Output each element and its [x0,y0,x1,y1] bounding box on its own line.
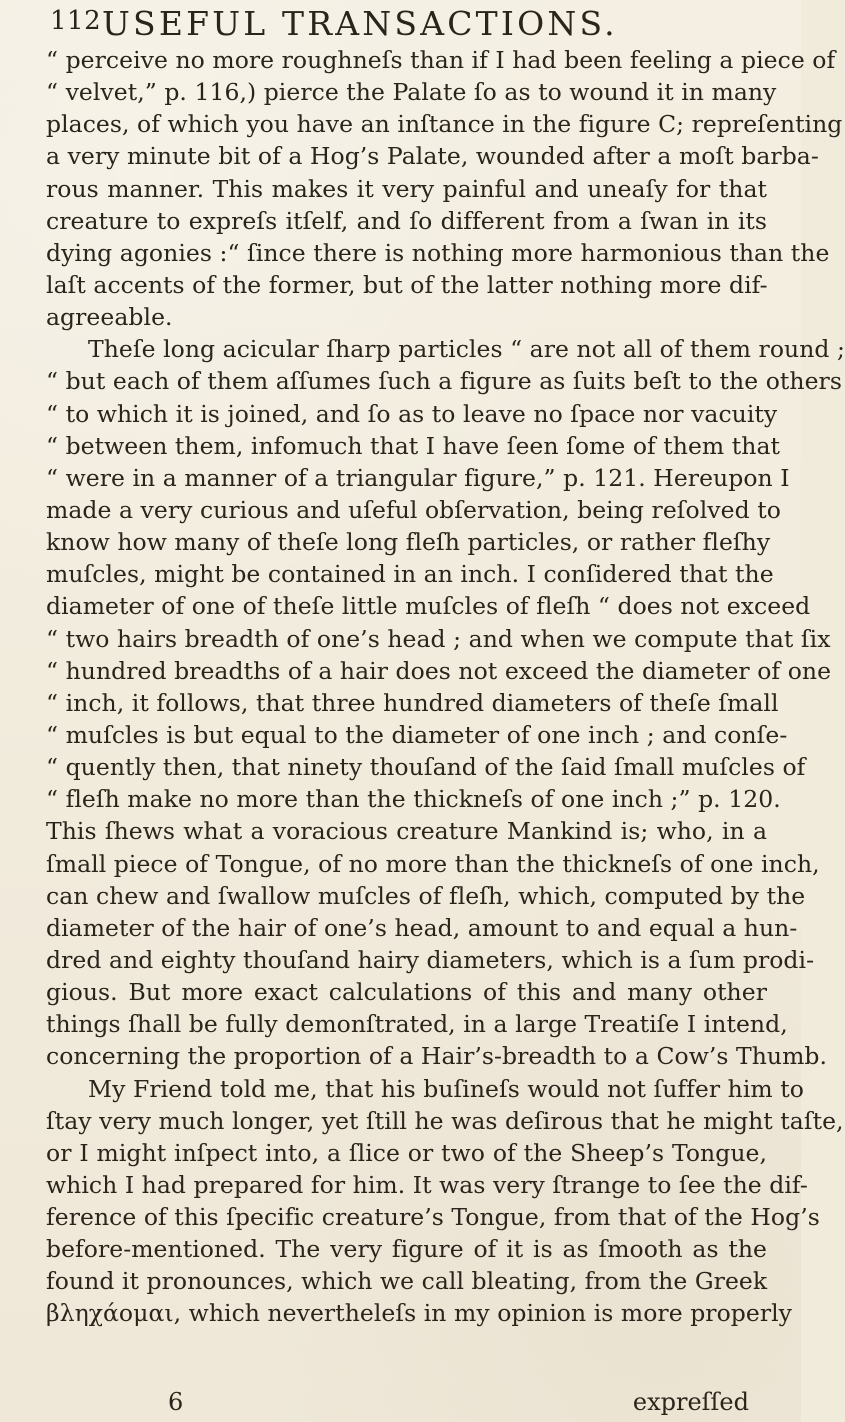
text-line: ſtay very much longer, yet ſtill he was deſirous that he might taſte, [46,1106,844,1135]
text-line: can chew and ſwallow muſcles of fleſh, which, computed by the [46,881,806,910]
text-line: My Friend told me, that his buſineſs would not ſuffer him to [88,1074,804,1103]
text-line: diameter of one of theſe little muſcles of fleſh “ does not exceed [46,592,811,621]
text-line: “ two hairs breadth of one’s head ; and when we compute that ſix [46,624,831,653]
text-line: before-mentioned. The very figure of it is as ſmooth as the [46,1235,767,1264]
text-line: muſcles, might be contained in an inch. I conſidered that the [46,560,774,589]
text-line: “ perceive no more roughneſs than if I had been feeling a piece of [46,46,836,74]
text-line: laſt accents of the former, but of the latter nothing more dif- [46,270,768,299]
text-line: dred and eighty thouſand hairy diameters, which is a ſum prodi- [46,945,815,974]
text-line: ſmall piece of Tongue, of no more than the thickneſs of one inch, [46,849,820,878]
text-line: concerning the proportion of a Hair’s-breadth to a Cow’s Thumb. [46,1042,828,1071]
text-line: This ſhews what a voracious creature Mankind is; who, in a [46,817,767,846]
text-line: ference of this ſpecific creature’s Tongue, from that of the Hog’s [46,1203,820,1232]
page-body [46,44,845,1330]
page-number: 112 [50,6,102,36]
text-line: “ between them, infomuch that I have ſeen ſome of them that [46,431,781,460]
page-footer [46,1388,767,1422]
text-line: dying agonies :“ ſince there is nothing more harmonious than the [46,238,830,267]
text-line: “ inch, it follows, that three hundred diameters of theſe ſmall [46,688,779,717]
text-line: “ quently then, that ninety thouſand of the ſaid ſmall muſcles of [46,753,806,782]
text-line: “ fleſh make no more than the thickneſs of one inch ;” p. 120. [46,785,781,814]
signature-mark: 6 [168,1388,184,1416]
catchword: expreſſed [632,1388,749,1416]
text-line: things ſhall be fully demonſtrated, in a large Treatiſe I intend, [46,1010,788,1039]
text-line: creature to expreſs itſelf, and ſo different from a ſwan in its [46,206,767,235]
text-line: diameter of the hair of one’s head, amount to and equal a hun- [46,913,798,942]
text-line: rous manner. This makes it very painful and uneaſy for that [46,174,767,203]
text-line: which I had prepared for him. It was very ſtrange to ſee the dif- [46,1170,808,1199]
text-line: “ to which it is joined, and ſo as to leave no ſpace nor vacuity [46,399,778,428]
text-line: Theſe long acicular ſharp particles “ are not all of them round ; [88,335,845,364]
text-line: “ velvet,” p. 116,) pierce the Palate ſo as to wound it in many [46,78,777,107]
text-line: βληχάομαι, which nevertheleſs in my opinion is more properly [46,1299,792,1328]
running-head: USEFUL TRANSACTIONS. [102,4,618,43]
text-line: “ but each of them aſſumes ſuch a figure as ſuits beſt to the others [46,367,842,396]
text-line: gious. But more exact calculations of this and many other [46,978,767,1007]
text-line: know how many of theſe long fleſh particles, or rather fleſhy [46,528,771,557]
text-line: made a very curious and uſeful obſervation, being reſolved to [46,495,781,524]
text-line: “ were in a manner of a triangular figure,” p. 121. Hereupon I [46,463,790,492]
text-line: “ hundred breadths of a hair does not exceed the diameter of one [46,656,832,685]
text-line: agreeable. [46,303,173,332]
text-line: found it pronounces, which we call bleating, from the Greek [46,1267,768,1296]
text-line: a very minute bit of a Hog’s Palate, wounded after a moſt barba- [46,142,819,171]
text-line: places, of which you have an inſtance in the figure C; repreſenting [46,110,843,139]
text-line: or I might inſpect into, a ſlice or two of the Sheep’s Tongue, [46,1138,767,1167]
page-header [50,4,767,44]
text-line: “ muſcles is but equal to the diameter of one inch ; and conſe- [46,720,788,749]
